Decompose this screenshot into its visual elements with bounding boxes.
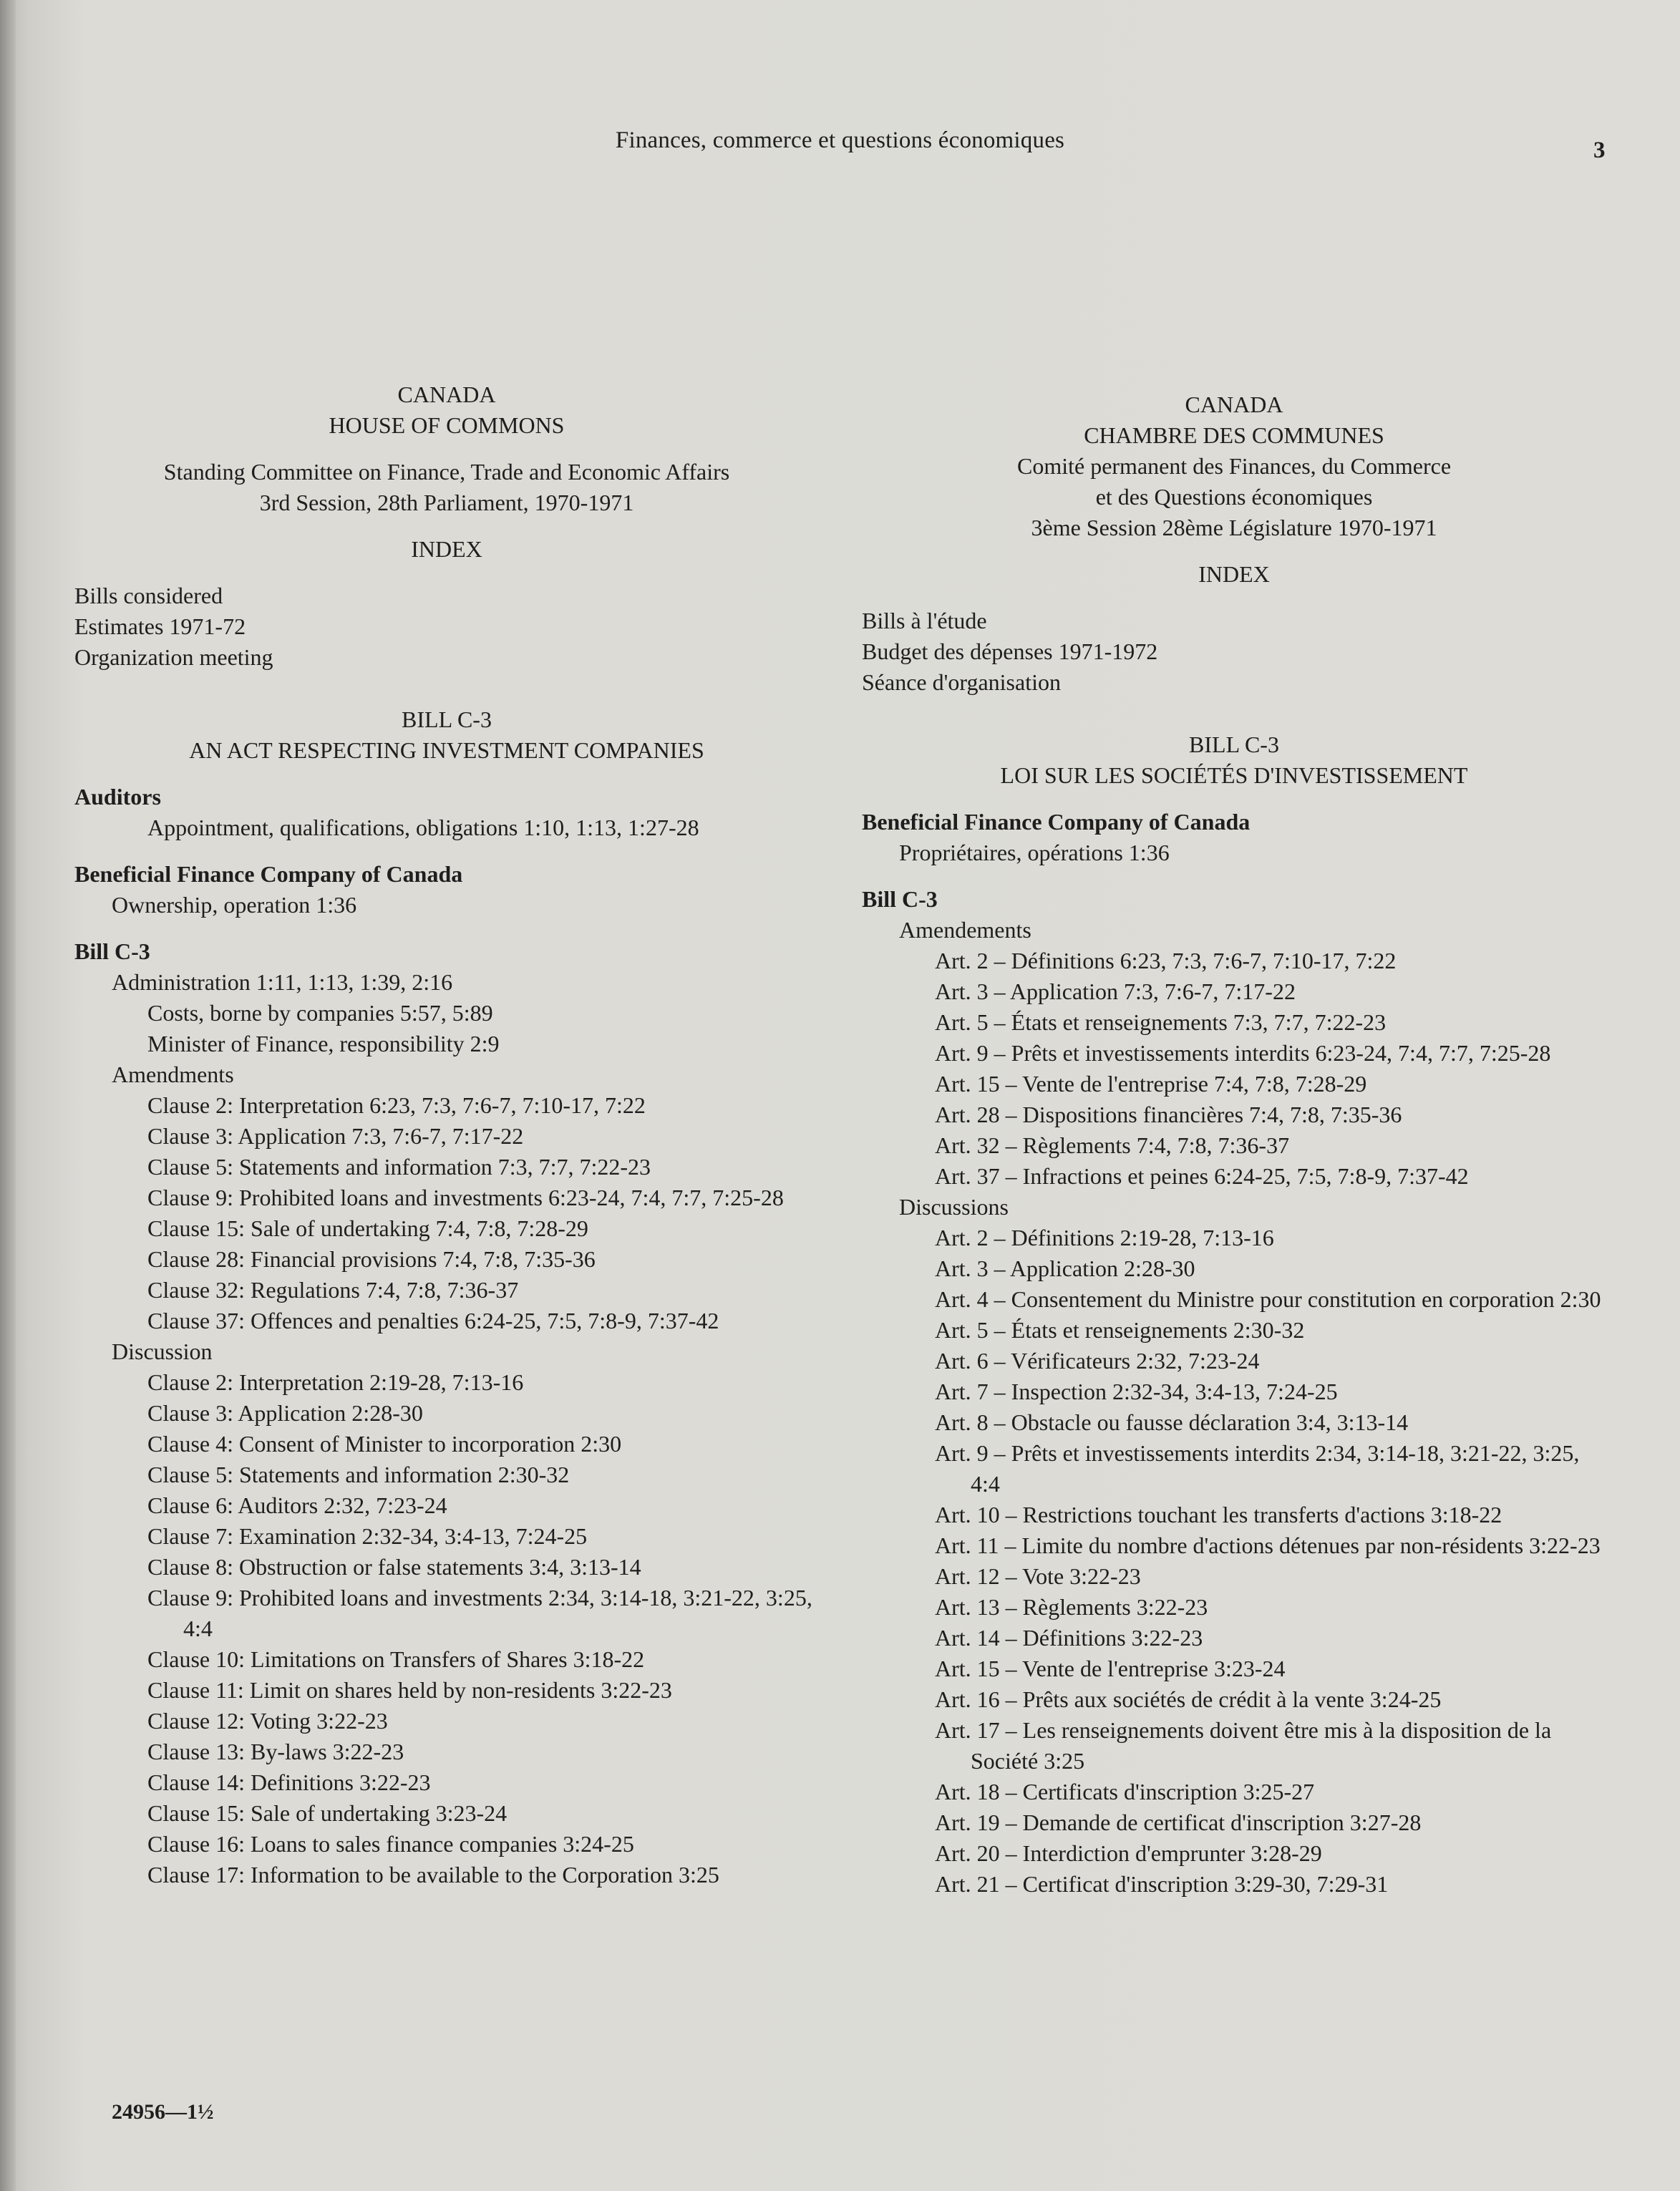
- right-committee-line1: Comité permanent des Finances, du Commerce: [1016, 453, 1452, 479]
- list-item: Art. 9 – Prêts et investissements interdits 6:23-24, 7:4, 7:7, 7:25-28: [935, 1040, 1551, 1066]
- list-item: Art. 2 – Définitions 2:19-28, 7:13-16: [935, 1225, 1274, 1250]
- left-committee: Standing Committee on Finance, Trade and Economic Affairs: [163, 459, 730, 485]
- list-item: Clause 8: Obstruction or false statements 3:4, 3:13-14: [147, 1554, 641, 1580]
- list-item: Art. 2 – Définitions 6:23, 7:3, 7:6-7, 7:10-17, 7:22: [935, 948, 1397, 973]
- list-item: Art. 4 – Consentement du Ministre pour constitution en corporation 2:30: [935, 1286, 1601, 1312]
- list-item: Clause 32: Regulations 7:4, 7:8, 7:36-37: [147, 1277, 519, 1303]
- right-intro-item: Séance d'organisation: [862, 669, 1061, 695]
- right-discussion-label: Discussions: [899, 1194, 1009, 1220]
- list-item: Art. 32 – Règlements 7:4, 7:8, 7:36-37: [935, 1132, 1290, 1158]
- left-amendments-label: Amendments: [112, 1062, 234, 1087]
- right-index-title: INDEX: [1198, 561, 1270, 587]
- list-item: Clause 6: Auditors 2:32, 7:23-24: [147, 1492, 447, 1518]
- list-item: Art. 18 – Certificats d'inscription 3:25-27: [935, 1779, 1315, 1804]
- right-intro-list: [862, 606, 1606, 698]
- list-item: Clause 11: Limit on shares held by non-residents 3:22-23: [147, 1677, 672, 1703]
- list-item: Art. 5 – États et renseignements 7:3, 7:7, 7:22-23: [935, 1009, 1387, 1035]
- list-item: Art. 7 – Inspection 2:32-34, 3:4-13, 7:24-25: [935, 1379, 1338, 1404]
- list-item: Clause 15: Sale of undertaking 7:4, 7:8, 7:28-29: [147, 1215, 588, 1241]
- left-column: [74, 379, 819, 1890]
- list-item: Clause 5: Statements and information 7:3, 7:7, 7:22-23: [147, 1154, 651, 1180]
- right-discussion-list: [862, 1223, 1606, 1900]
- list-item: Art. 37 – Infractions et peines 6:24-25, 7:5, 7:8-9, 7:37-42: [935, 1163, 1469, 1189]
- left-administration: Administration 1:11, 1:13, 1:39, 2:16: [112, 969, 453, 995]
- left-country: CANADA: [397, 382, 496, 407]
- list-item: Clause 3: Application 7:3, 7:6-7, 7:17-22: [147, 1123, 524, 1149]
- right-committee-line2: et des Questions économiques: [1095, 484, 1373, 510]
- left-house: HOUSE OF COMMONS: [329, 412, 565, 438]
- right-column: [862, 389, 1606, 1900]
- list-item: Clause 5: Statements and information 2:30-32: [147, 1462, 570, 1487]
- list-item: Clause 3: Application 2:28-30: [147, 1400, 423, 1426]
- left-intro-item: Estimates 1971-72: [74, 613, 246, 639]
- left-auditors-entry: Appointment, qualifications, obligations 1:10, 1:13, 1:27-28: [147, 815, 699, 840]
- list-item: Art. 3 – Application 7:3, 7:6-7, 7:17-22: [935, 978, 1296, 1004]
- list-item: Clause 2: Interpretation 2:19-28, 7:13-16: [147, 1369, 524, 1395]
- list-item: Clause 9: Prohibited loans and investments 6:23-24, 7:4, 7:7, 7:25-28: [147, 1185, 784, 1210]
- list-item: Clause 28: Financial provisions 7:4, 7:8, 7:35-36: [147, 1246, 596, 1272]
- list-item: Art. 9 – Prêts et investissements interdits 2:34, 3:14-18, 3:21-22, 3:25, 4:4: [935, 1440, 1580, 1497]
- list-item: Art. 16 – Prêts aux sociétés de crédit à la vente 3:24-25: [935, 1686, 1442, 1712]
- right-beneficial-heading: Beneficial Finance Company of Canada: [862, 809, 1251, 835]
- list-item: Art. 3 – Application 2:28-30: [935, 1255, 1195, 1281]
- left-bill-subtitle: AN ACT RESPECTING INVESTMENT COMPANIES: [189, 737, 704, 763]
- list-item: Art. 8 – Obstacle ou fausse déclaration 3:4, 3:13-14: [935, 1409, 1409, 1435]
- list-item: Art. 14 – Définitions 3:22-23: [935, 1625, 1203, 1651]
- list-item: Art. 17 – Les renseignements doivent être mis à la disposition de la Société 3:25: [935, 1717, 1552, 1774]
- list-item: Clause 37: Offences and penalties 6:24-25, 7:5, 7:8-9, 7:37-42: [147, 1308, 719, 1333]
- right-session: 3ème Session 28ème Législature 1970-1971: [1031, 515, 1437, 540]
- right-amendments-label: Amendements: [899, 917, 1031, 943]
- right-bill-title: BILL C-3: [1189, 732, 1279, 757]
- right-bill-subtitle: LOI SUR LES SOCIÉTÉS D'INVESTISSEMENT: [1000, 762, 1468, 788]
- list-item: Art. 10 – Restrictions touchant les transferts d'actions 3:18-22: [935, 1502, 1502, 1527]
- right-house: CHAMBRE DES COMMUNES: [1084, 422, 1384, 448]
- list-item: Clause 13: By-laws 3:22-23: [147, 1739, 404, 1764]
- left-admin-sub: Costs, borne by companies 5:57, 5:89: [147, 1000, 493, 1026]
- left-bill-title: BILL C-3: [402, 706, 492, 732]
- left-index-title: INDEX: [411, 536, 482, 562]
- right-billc3-heading: Bill C-3: [862, 886, 938, 912]
- left-discussion-list: [74, 1367, 819, 1890]
- list-item: Clause 10: Limitations on Transfers of Shares 3:18-22: [147, 1646, 645, 1672]
- list-item: Art. 15 – Vente de l'entreprise 3:23-24: [935, 1656, 1286, 1681]
- left-amendments-list: [74, 1090, 819, 1336]
- left-auditors-heading: Auditors: [74, 784, 161, 810]
- right-amendments-list: [862, 946, 1606, 1192]
- left-beneficial-entry: Ownership, operation 1:36: [112, 892, 357, 918]
- list-item: Art. 11 – Limite du nombre d'actions détenues par non-résidents 3:22-23: [935, 1532, 1601, 1558]
- list-item: Art. 6 – Vérificateurs 2:32, 7:23-24: [935, 1348, 1260, 1374]
- list-item: Art. 15 – Vente de l'entreprise 7:4, 7:8, 7:28-29: [935, 1071, 1367, 1097]
- left-session: 3rd Session, 28th Parliament, 1970-1971: [259, 490, 634, 515]
- left-admin-sub: Minister of Finance, responsibility 2:9: [147, 1031, 500, 1056]
- list-item: Art. 5 – États et renseignements 2:30-32: [935, 1317, 1305, 1343]
- left-intro-item: Organization meeting: [74, 644, 273, 670]
- page-number: 3: [1593, 137, 1606, 163]
- list-item: Art. 28 – Dispositions financières 7:4, 7:8, 7:35-36: [935, 1102, 1402, 1127]
- left-discussion-label: Discussion: [112, 1339, 213, 1364]
- list-item: Clause 16: Loans to sales finance companies 3:24-25: [147, 1831, 634, 1857]
- list-item: Clause 17: Information to be available to the Corporation 3:25: [147, 1862, 719, 1888]
- right-country: CANADA: [1185, 392, 1283, 417]
- list-item: Clause 12: Voting 3:22-23: [147, 1708, 388, 1734]
- list-item: Clause 9: Prohibited loans and investments 2:34, 3:14-18, 3:21-22, 3:25, 4:4: [147, 1585, 812, 1641]
- list-item: Art. 21 – Certificat d'inscription 3:29-30, 7:29-31: [935, 1871, 1389, 1897]
- running-head: Finances, commerce et questions économiques: [615, 127, 1065, 153]
- list-item: Art. 13 – Règlements 3:22-23: [935, 1594, 1208, 1620]
- right-intro-item: Budget des dépenses 1971-1972: [862, 638, 1158, 664]
- right-intro-item: Bills à l'étude: [862, 608, 987, 633]
- binding-shadow: [0, 0, 16, 2191]
- left-beneficial-heading: Beneficial Finance Company of Canada: [74, 861, 463, 887]
- list-item: Clause 2: Interpretation 6:23, 7:3, 7:6-7, 7:10-17, 7:22: [147, 1092, 646, 1118]
- right-beneficial-entry: Propriétaires, opérations 1:36: [899, 840, 1170, 865]
- list-item: Clause 14: Definitions 3:22-23: [147, 1769, 431, 1795]
- left-intro-list: [74, 580, 819, 673]
- left-intro-item: Bills considered: [74, 583, 223, 608]
- footer-code: 24956—1½: [112, 2100, 214, 2124]
- list-item: Art. 12 – Vote 3:22-23: [935, 1563, 1141, 1589]
- list-item: Clause 15: Sale of undertaking 3:23-24: [147, 1800, 508, 1826]
- list-item: Art. 20 – Interdiction d'emprunter 3:28-29: [935, 1840, 1322, 1866]
- list-item: Art. 19 – Demande de certificat d'inscription 3:27-28: [935, 1809, 1422, 1835]
- list-item: Clause 4: Consent of Minister to incorporation 2:30: [147, 1431, 622, 1457]
- list-item: Clause 7: Examination 2:32-34, 3:4-13, 7:24-25: [147, 1523, 588, 1549]
- left-billc3-heading: Bill C-3: [74, 938, 150, 964]
